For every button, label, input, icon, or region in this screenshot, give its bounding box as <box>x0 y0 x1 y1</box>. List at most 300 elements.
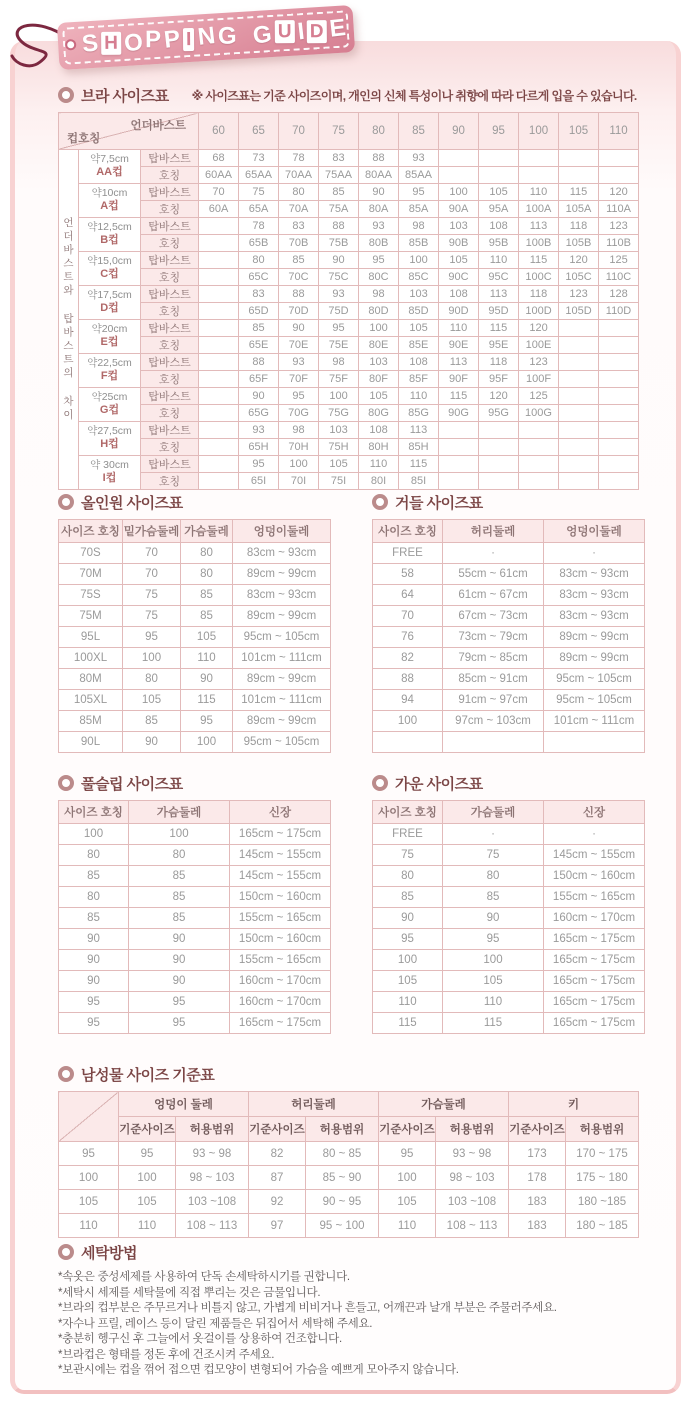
row-type-label: 호칭 <box>141 235 199 252</box>
cell: 80 <box>373 866 443 887</box>
table-row <box>373 971 645 992</box>
cup-name-label: AA컵 <box>96 166 123 179</box>
cell: 70M <box>59 564 123 585</box>
cup-diff-label: 약10cm <box>91 187 128 200</box>
cell <box>199 473 239 490</box>
cell: 89cm ~ 99cm <box>233 669 331 690</box>
table-row <box>59 1166 639 1190</box>
cell: 95E <box>479 337 519 354</box>
cup-name-label: F컵 <box>100 370 119 383</box>
cell: 97cm ~ 103cm <box>443 711 544 732</box>
cell: 65D <box>239 303 279 320</box>
cell <box>519 150 559 167</box>
cell: 70C <box>279 269 319 286</box>
cell: 110 <box>119 1214 176 1238</box>
cell: 80C <box>359 269 399 286</box>
table-row <box>59 371 639 388</box>
table-row <box>59 866 331 887</box>
table-header-row <box>59 801 331 824</box>
table-row <box>373 824 645 845</box>
cell: 85A <box>399 201 439 218</box>
cell: 80 <box>59 845 129 866</box>
cell: 105B <box>559 235 599 252</box>
cell: 90L <box>59 732 123 753</box>
underbust-column-header: 105 <box>559 113 599 150</box>
cell: 83 <box>319 150 359 167</box>
cell: 80AA <box>359 167 399 184</box>
table-row <box>59 439 639 456</box>
cell <box>199 371 239 388</box>
table-row <box>373 950 645 971</box>
cell: 75E <box>319 337 359 354</box>
cell: 100F <box>519 371 559 388</box>
cup-label <box>79 456 141 490</box>
cell <box>599 371 639 388</box>
table-row <box>373 845 645 866</box>
cell: 75S <box>59 585 123 606</box>
cell: 78 <box>239 218 279 235</box>
cell: 93 ~ 98 <box>436 1142 509 1166</box>
cup-name-label: I컵 <box>102 472 117 485</box>
cell: 110 <box>439 320 479 337</box>
cell: 80G <box>359 405 399 422</box>
cell: 108 <box>359 422 399 439</box>
row-type-label: 호칭 <box>141 473 199 490</box>
cell: 145cm ~ 155cm <box>230 866 331 887</box>
cell <box>199 337 239 354</box>
cell: 95 <box>443 929 544 950</box>
table-row <box>59 1190 639 1214</box>
cell: 70 <box>373 606 443 627</box>
cell: 90C <box>439 269 479 286</box>
cell: 88 <box>373 669 443 690</box>
cell: 75 <box>123 585 181 606</box>
cell <box>199 422 239 439</box>
cell: 105 <box>59 1190 119 1214</box>
cup-name-label: G컵 <box>99 404 120 417</box>
table-row <box>59 606 331 627</box>
cell: 105 <box>359 388 399 405</box>
cell: 95G <box>479 405 519 422</box>
cell: 110 <box>479 252 519 269</box>
table-row <box>59 184 639 201</box>
cell: 70H <box>279 439 319 456</box>
cell: 85H <box>399 439 439 456</box>
cell: 80E <box>359 337 399 354</box>
cell: 95 <box>379 1142 436 1166</box>
cell: 80 ~ 85 <box>306 1142 379 1166</box>
cell: 85 <box>129 908 230 929</box>
cell <box>599 422 639 439</box>
row-type-label: 호칭 <box>141 201 199 218</box>
row-type-label: 탑바스트 <box>141 150 199 167</box>
cell: 115 <box>443 1013 544 1034</box>
cell: 165cm ~ 175cm <box>544 950 645 971</box>
cell: 100 <box>129 824 230 845</box>
group-column-header: 가슴둘레 <box>379 1092 509 1117</box>
cell: 100 <box>319 388 359 405</box>
cell: 90 <box>59 950 129 971</box>
cell: 90A <box>439 201 479 218</box>
table-row <box>59 543 331 564</box>
cell: 165cm ~ 175cm <box>544 992 645 1013</box>
cell <box>199 439 239 456</box>
ribbon-letter: S <box>80 28 100 58</box>
cell <box>199 388 239 405</box>
cell: 95A <box>479 201 519 218</box>
ribbon-letter: U <box>275 20 295 43</box>
table-row <box>59 711 331 732</box>
cell: 150cm ~ 160cm <box>230 929 331 950</box>
cell: 110 <box>181 648 233 669</box>
section-bullet-icon <box>58 87 74 103</box>
cell <box>559 167 599 184</box>
column-header: 밑가슴둘레 <box>123 520 181 543</box>
table-row <box>59 337 639 354</box>
table-row <box>59 648 331 669</box>
cup-diff-label: 약20cm <box>91 323 128 336</box>
cell: 105 <box>443 971 544 992</box>
cell: 82 <box>373 648 443 669</box>
underbust-column-header: 65 <box>239 113 279 150</box>
cell: 93 <box>399 150 439 167</box>
cell: 58 <box>373 564 443 585</box>
bra-section <box>58 85 658 490</box>
underbust-column-header: 100 <box>519 113 559 150</box>
table-row <box>59 824 331 845</box>
table-row <box>59 992 331 1013</box>
cell: 105XL <box>59 690 123 711</box>
cell <box>443 732 544 753</box>
cup-label <box>79 218 141 252</box>
cell: 65E <box>239 337 279 354</box>
cell <box>559 354 599 371</box>
cell: 90 <box>129 971 230 992</box>
mens-section-title: 남성물 사이즈 기준표 <box>81 1066 215 1084</box>
table-row <box>59 405 639 422</box>
cell: 101cm ~ 111cm <box>233 690 331 711</box>
gown-section-title: 가운 사이즈표 <box>395 775 483 793</box>
cell: 75A <box>319 201 359 218</box>
gown-size-table <box>372 800 645 1034</box>
cell: 113 <box>479 286 519 303</box>
cell: 94 <box>373 690 443 711</box>
cell: 100C <box>519 269 559 286</box>
cell: 89cm ~ 99cm <box>233 711 331 732</box>
ribbon-tag <box>57 5 355 70</box>
row-type-label: 탑바스트 <box>141 252 199 269</box>
table-row <box>373 669 645 690</box>
row-type-label: 호칭 <box>141 371 199 388</box>
cell <box>519 167 559 184</box>
cell: 115 <box>399 456 439 473</box>
row-type-label: 탑바스트 <box>141 286 199 303</box>
cell: 85cm ~ 91cm <box>443 669 544 690</box>
cup-label <box>79 422 141 456</box>
cell: 85G <box>399 405 439 422</box>
sub-column-header: 허용범위 <box>306 1117 379 1142</box>
cup-label <box>79 150 141 184</box>
cell: 100A <box>519 201 559 218</box>
column-header: 가슴둘레 <box>129 801 230 824</box>
cell: 83cm ~ 93cm <box>233 585 331 606</box>
table-row <box>59 235 639 252</box>
cell: 110A <box>599 201 639 218</box>
cell: 110 <box>59 1214 119 1238</box>
cell: 100D <box>519 303 559 320</box>
ribbon-letter: H <box>101 32 121 55</box>
cell: 83 <box>239 286 279 303</box>
cell: 90 ~ 95 <box>306 1190 379 1214</box>
cell: 85 <box>129 887 230 908</box>
cell: 100 <box>443 950 544 971</box>
slip-section <box>58 773 330 1034</box>
table-row <box>373 866 645 887</box>
cell: 95F <box>479 371 519 388</box>
cell: 103 <box>359 354 399 371</box>
row-type-label: 호칭 <box>141 337 199 354</box>
allinone-size-table <box>58 519 331 753</box>
row-type-label: 호칭 <box>141 167 199 184</box>
cell <box>199 235 239 252</box>
cell: 100 <box>123 648 181 669</box>
cell: 85 <box>181 606 233 627</box>
cell: 65F <box>239 371 279 388</box>
cell: 105 <box>123 690 181 711</box>
cup-label <box>79 320 141 354</box>
cup-label <box>79 184 141 218</box>
bra-section-header <box>58 85 658 105</box>
table-row <box>373 627 645 648</box>
cell: 88 <box>279 286 319 303</box>
table-header-row <box>373 520 645 543</box>
list-item: *브라의 컵부분은 주무르거나 비틀지 않고, 가볍게 비비거나 흔들고, 어깨끈과 날개 부분은 주물러주세요. <box>58 1302 557 1314</box>
cell: 95 <box>373 929 443 950</box>
cell: 103 ~108 <box>176 1190 249 1214</box>
cell: 108 <box>439 286 479 303</box>
cell: 90D <box>439 303 479 320</box>
cell: 80D <box>359 303 399 320</box>
cell: 108 ~ 113 <box>176 1214 249 1238</box>
ribbon-letter: D <box>307 20 327 43</box>
list-item: *브라컵은 형태를 정돈 후에 건조시켜 주세요. <box>58 1348 275 1361</box>
cell: 108 ~ 113 <box>436 1214 509 1238</box>
cell: 75G <box>319 405 359 422</box>
cell: 123 <box>519 354 559 371</box>
corner-top-label: 언더바스트 <box>130 120 187 132</box>
table-row <box>59 201 639 218</box>
table-row <box>373 711 645 732</box>
cell: 90 <box>129 929 230 950</box>
cell: 160cm ~ 170cm <box>544 908 645 929</box>
cell: 83 <box>279 218 319 235</box>
list-item: *속옷은 중성세제를 사용하여 단독 손세탁하시기를 권합니다. <box>58 1271 350 1283</box>
cell <box>519 456 559 473</box>
cup-diff-label: 약22,5cm <box>87 357 132 370</box>
cell: 100G <box>519 405 559 422</box>
cell: 90 <box>59 971 129 992</box>
cell: 95 <box>399 184 439 201</box>
cell <box>199 218 239 235</box>
cell <box>199 269 239 286</box>
cell <box>199 303 239 320</box>
cell <box>439 473 479 490</box>
size-note: ※ 사이즈표는 기준 사이즈이며, 개인의 신체 특성이나 취향에 따라 다르게 입을 수 있습니다. <box>191 88 637 103</box>
cell: 89cm ~ 99cm <box>544 648 645 669</box>
cell: 115 <box>181 690 233 711</box>
cell: 90F <box>439 371 479 388</box>
table-row <box>59 252 639 269</box>
cell: 95 <box>319 320 359 337</box>
cell: 145cm ~ 155cm <box>544 845 645 866</box>
cell <box>599 320 639 337</box>
cell: 100 <box>399 252 439 269</box>
table-row <box>373 929 645 950</box>
cell: 90E <box>439 337 479 354</box>
cell: 70A <box>279 201 319 218</box>
table-row <box>59 732 331 753</box>
cell: 100 <box>359 320 399 337</box>
cell: 95B <box>479 235 519 252</box>
cup-label <box>79 252 141 286</box>
row-type-label: 탑바스트 <box>141 320 199 337</box>
cell: 105D <box>559 303 599 320</box>
cell: 70F <box>279 371 319 388</box>
list-item: *충분히 헹구신 후 그늘에서 옷걸이를 상용하여 건조합니다. <box>58 1333 342 1345</box>
cup-label <box>79 354 141 388</box>
cell: 80 <box>123 669 181 690</box>
cell <box>439 150 479 167</box>
cell: 75 <box>239 184 279 201</box>
column-header: 신장 <box>230 801 331 824</box>
cup-name-label: E컵 <box>100 336 119 349</box>
column-header: 신장 <box>544 801 645 824</box>
cell: · <box>443 824 544 845</box>
cell: 75F <box>319 371 359 388</box>
cell: 95C <box>479 269 519 286</box>
cell: 80 <box>279 184 319 201</box>
cell: 89cm ~ 99cm <box>544 627 645 648</box>
bra-size-table <box>58 112 639 490</box>
ribbon-letter: G <box>251 20 274 50</box>
cell <box>479 473 519 490</box>
row-type-label: 호칭 <box>141 405 199 422</box>
column-header: 엉덩이둘레 <box>233 520 331 543</box>
cell: 115 <box>559 184 599 201</box>
cell: 85M <box>59 711 123 732</box>
cell: 80 <box>181 564 233 585</box>
cell: 173 <box>509 1142 566 1166</box>
cup-diff-label: 약25cm <box>91 391 128 404</box>
cell: 90 <box>279 320 319 337</box>
cell: 113 <box>519 218 559 235</box>
cell: 180 ~185 <box>566 1190 639 1214</box>
column-header: 엉덩이둘레 <box>544 520 645 543</box>
row-type-label: 탑바스트 <box>141 422 199 439</box>
cell <box>599 354 639 371</box>
cell: 115 <box>373 1013 443 1034</box>
column-header: 사이즈 호칭 <box>373 520 443 543</box>
cell: 95 <box>239 456 279 473</box>
cell: 70G <box>279 405 319 422</box>
bra-corner-cell <box>59 113 199 150</box>
row-type-label: 호칭 <box>141 303 199 320</box>
table-row <box>59 1013 331 1034</box>
cell: 85 <box>443 887 544 908</box>
gown-section <box>372 773 644 1034</box>
table-row <box>373 992 645 1013</box>
cell <box>599 439 639 456</box>
sub-column-header: 허용범위 <box>566 1117 639 1142</box>
cell: 90 <box>129 950 230 971</box>
table-row <box>59 150 639 167</box>
table-row <box>373 585 645 606</box>
cell: 95 <box>181 711 233 732</box>
table-header-row <box>373 801 645 824</box>
cell: · <box>544 543 645 564</box>
cell: 80M <box>59 669 123 690</box>
cell: 90G <box>439 405 479 422</box>
table-row <box>373 908 645 929</box>
cell: 98 ~ 103 <box>436 1166 509 1190</box>
cell: 79cm ~ 85cm <box>443 648 544 669</box>
cell: 85C <box>399 269 439 286</box>
cell: 82 <box>249 1142 306 1166</box>
cell: 118 <box>519 286 559 303</box>
cell <box>599 405 639 422</box>
cell <box>559 473 599 490</box>
cell: 95 <box>279 388 319 405</box>
cell: 155cm ~ 165cm <box>230 908 331 929</box>
tables-row-2 <box>58 773 644 1034</box>
table-row <box>59 167 639 184</box>
ribbon-letter: O <box>122 27 145 57</box>
cell: 155cm ~ 165cm <box>230 950 331 971</box>
table-row <box>59 320 639 337</box>
cell: 80 <box>59 887 129 908</box>
cell: 105 <box>399 320 439 337</box>
gown-section-header <box>372 773 644 793</box>
cell: 123 <box>559 286 599 303</box>
allinone-section-header <box>58 492 330 512</box>
table-row <box>373 732 645 753</box>
cell: 75 <box>373 845 443 866</box>
cell: 105 <box>373 971 443 992</box>
cell <box>559 388 599 405</box>
cup-label <box>79 286 141 320</box>
cell <box>559 320 599 337</box>
cell: 88 <box>239 354 279 371</box>
cell <box>199 456 239 473</box>
cell: 61cm ~ 67cm <box>443 585 544 606</box>
table-row <box>59 950 331 971</box>
cell: 120 <box>599 184 639 201</box>
cell: 93 <box>359 218 399 235</box>
washing-section-header <box>58 1242 658 1262</box>
cell: 183 <box>509 1214 566 1238</box>
cell: 110B <box>599 235 639 252</box>
cell: 85 ~ 90 <box>306 1166 379 1190</box>
table-row <box>59 269 639 286</box>
cell: 95cm ~ 105cm <box>233 627 331 648</box>
cell: 100 <box>379 1166 436 1190</box>
sub-column-header: 기준사이즈 <box>509 1117 566 1142</box>
tables-row-1 <box>58 492 644 753</box>
letter-space <box>240 35 250 36</box>
cell <box>199 405 239 422</box>
cell: 65AA <box>239 167 279 184</box>
underbust-column-header: 95 <box>479 113 519 150</box>
